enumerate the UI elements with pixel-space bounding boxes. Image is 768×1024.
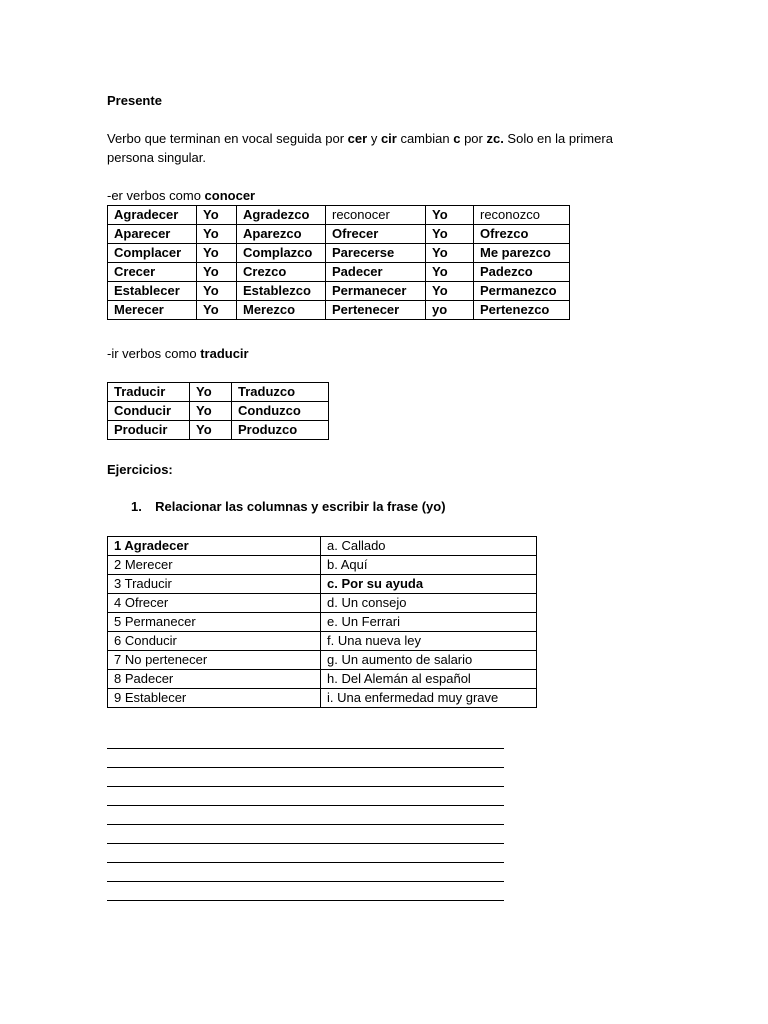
matching-body: [108, 537, 537, 708]
answer-line[interactable]: [107, 862, 504, 863]
table-cell: Yo: [197, 263, 237, 282]
table-row: [108, 632, 537, 651]
table-row: [108, 556, 537, 575]
table-cell: e. Un Ferrari: [321, 613, 537, 632]
intro-cer: cer: [347, 131, 368, 146]
table-cell: Yo: [197, 225, 237, 244]
table-cell: Conducir: [108, 402, 190, 421]
intro-text-g: por: [460, 131, 487, 146]
ir-verbs-body: [108, 383, 329, 440]
intro-text-c: y: [367, 131, 381, 146]
table-cell: 8 Padecer: [108, 670, 321, 689]
answer-line[interactable]: [107, 767, 504, 768]
table-cell: Merezco: [237, 301, 326, 320]
table-cell: Pertenecer: [326, 301, 426, 320]
answer-line[interactable]: [107, 824, 504, 825]
table-cell: Traducir: [108, 383, 190, 402]
table-cell: Producir: [108, 421, 190, 440]
table-row: [108, 421, 329, 440]
table-row: [108, 383, 329, 402]
exercise-item-1: [131, 498, 446, 516]
matching-table: [107, 536, 537, 708]
table-cell: Yo: [426, 225, 474, 244]
answer-line[interactable]: [107, 843, 504, 844]
table-cell: 7 No pertenecer: [108, 651, 321, 670]
table-cell: Complacer: [108, 244, 197, 263]
table-cell: g. Un aumento de salario: [321, 651, 537, 670]
er-verbs-body: [108, 206, 570, 320]
page-title: Presente: [107, 93, 162, 108]
table-cell: Yo: [426, 244, 474, 263]
table-cell: Yo: [426, 206, 474, 225]
table-row: [108, 301, 570, 320]
table-cell: h. Del Alemán al español: [321, 670, 537, 689]
table-cell: Yo: [197, 244, 237, 263]
table-cell: 4 Ofrecer: [108, 594, 321, 613]
table-row: [108, 206, 570, 225]
answer-line[interactable]: [107, 805, 504, 806]
table-cell: Agradezco: [237, 206, 326, 225]
exercise-number: 1.: [131, 499, 142, 514]
table-cell: 9 Establecer: [108, 689, 321, 708]
table-cell: Yo: [426, 282, 474, 301]
table-cell: i. Una enfermedad muy grave: [321, 689, 537, 708]
table-row: [108, 575, 537, 594]
table-row: [108, 651, 537, 670]
table-row: [108, 689, 537, 708]
table-cell: 5 Permanecer: [108, 613, 321, 632]
table-row: [108, 282, 570, 301]
table-cell: Permanezco: [474, 282, 570, 301]
table-cell: Complazco: [237, 244, 326, 263]
intro-c: c: [453, 131, 461, 146]
table-cell: 3 Traducir: [108, 575, 321, 594]
intro-zc: zc.: [486, 131, 504, 146]
table-cell: Pertenezco: [474, 301, 570, 320]
er-label-verb: conocer: [204, 188, 256, 203]
table-cell: Produzco: [232, 421, 329, 440]
answer-line[interactable]: [107, 786, 504, 787]
table-cell: Parecerse: [326, 244, 426, 263]
table-cell: Ofrezco: [474, 225, 570, 244]
table-cell: Merecer: [108, 301, 197, 320]
answer-line[interactable]: [107, 900, 504, 901]
table-cell: Yo: [426, 263, 474, 282]
table-cell: a. Callado: [321, 537, 537, 556]
answer-line[interactable]: [107, 748, 504, 749]
table-cell: Establecer: [108, 282, 197, 301]
ir-verbs-table: [107, 382, 329, 440]
table-cell: b. Aquí: [321, 556, 537, 575]
table-cell: Yo: [190, 421, 232, 440]
table-cell: f. Una nueva ley: [321, 632, 537, 651]
intro-cir: cir: [380, 131, 397, 146]
table-cell: Yo: [197, 282, 237, 301]
table-cell: c. Por su ayuda: [321, 575, 537, 594]
table-cell: Me parezco: [474, 244, 570, 263]
table-cell: Traduzco: [232, 383, 329, 402]
intro-text-i: Solo en la primera: [503, 131, 613, 146]
intro-text-e: cambian: [396, 131, 454, 146]
table-row: [108, 244, 570, 263]
table-cell: 6 Conducir: [108, 632, 321, 651]
table-row: [108, 402, 329, 421]
table-cell: Crezco: [237, 263, 326, 282]
table-cell: Aparezco: [237, 225, 326, 244]
table-row: [108, 594, 537, 613]
table-cell: Padecer: [326, 263, 426, 282]
table-row: [108, 537, 537, 556]
table-cell: yo: [426, 301, 474, 320]
table-row: [108, 225, 570, 244]
table-cell: Establezco: [237, 282, 326, 301]
er-label-text: -er verbos como: [107, 188, 205, 203]
er-verbs-table: [107, 205, 570, 320]
exercise-instruction: Relacionar las columnas y escribir la frase (yo): [155, 499, 446, 514]
table-cell: Padezco: [474, 263, 570, 282]
table-row: [108, 613, 537, 632]
table-row: [108, 670, 537, 689]
ir-section-label: [107, 345, 249, 363]
exercises-heading: Ejercicios:: [107, 462, 173, 477]
table-cell: Crecer: [108, 263, 197, 282]
table-cell: Agradecer: [108, 206, 197, 225]
er-section-label: [107, 187, 255, 205]
intro-line-1: [107, 130, 613, 148]
table-cell: Aparecer: [108, 225, 197, 244]
table-cell: reconocer: [326, 206, 426, 225]
table-cell: Conduzco: [232, 402, 329, 421]
table-cell: Ofrecer: [326, 225, 426, 244]
table-cell: Yo: [190, 383, 232, 402]
table-cell: Permanecer: [326, 282, 426, 301]
table-row: [108, 263, 570, 282]
intro-line-2: persona singular.: [107, 150, 207, 165]
ir-label-text: -ir verbos como: [107, 346, 201, 361]
table-cell: Yo: [197, 206, 237, 225]
ir-label-verb: traducir: [200, 346, 249, 361]
table-cell: Yo: [190, 402, 232, 421]
table-cell: 1 Agradecer: [108, 537, 321, 556]
answer-line[interactable]: [107, 881, 504, 882]
intro-text-a: Verbo que terminan en vocal seguida por: [107, 131, 348, 146]
table-cell: 2 Merecer: [108, 556, 321, 575]
table-cell: Yo: [197, 301, 237, 320]
table-cell: reconozco: [474, 206, 570, 225]
table-cell: d. Un consejo: [321, 594, 537, 613]
